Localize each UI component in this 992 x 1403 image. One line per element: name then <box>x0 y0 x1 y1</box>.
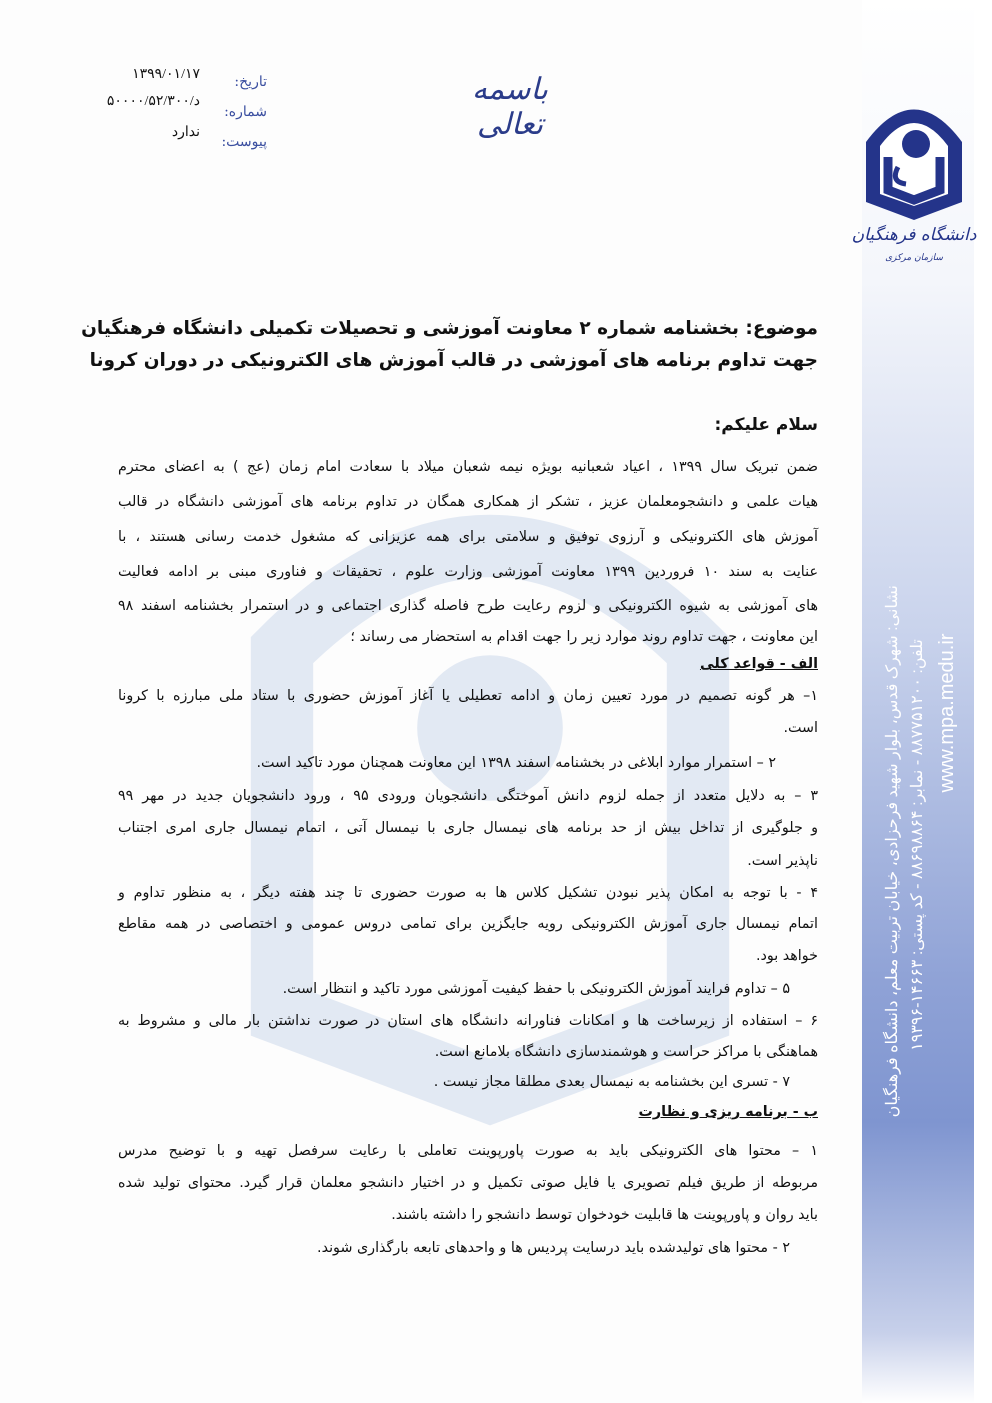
rule-line: ناپذیر است. <box>747 853 818 869</box>
sidebar-address: نشانی: شهرک قدس، بلوار شهید فرحزادی، خیابان تربیت معلم، دانشگاه فرهنگیان <box>884 585 901 1118</box>
body-line: این معاونت ، جهت تداوم روند موارد زیر را جهت اقدام به استحضار می رساند ؛ <box>350 629 818 645</box>
rule-line: اتمام نیمسال جاری آموزش الکترونیکی رویه جایگزین برای تمامی دروس عمومی و اختصاصی در همه مقاطع <box>118 916 818 932</box>
rule-line: ۷ - تسری این بخشنامه به نیمسال بعدی مطلقا مجاز نیست . <box>433 1074 790 1090</box>
date-value: ۱۳۹۹/۰۱/۱۷ <box>132 67 200 82</box>
section-b-heading: ب - برنامه ریزی و نظارت <box>638 1104 818 1120</box>
number-label: شماره: <box>224 104 267 120</box>
body-line: هیات علمی و دانشجومعلمان عزیز ، تشکر از همکاری همگان در تداوم برنامه های آموزشی دانشگاه در قالب <box>118 494 818 510</box>
rule-line: ۲ – استمرار موارد ابلاغی در بخشنامه اسفند ۱۳۹۸ این معاونت همچنان مورد تاکید است. <box>256 755 776 771</box>
body-line: های آموزشی به شیوه الکترونیکی و لزوم رعایت طرح فاصله گذاری اجتماعی و در استمرار بخشنامه اسفند ۹۸ <box>118 598 818 614</box>
subject-line-2: جهت تداوم برنامه های آموزشی در قالب آموزش های الکترونیکی در دوران کرونا <box>89 350 818 371</box>
sidebar-website: www.mpa.medu.ir <box>936 633 958 793</box>
body-line: ضمن تبریک سال ۱۳۹۹ ، اعیاد شعبانیه بویژه نیمه شعبان میلاد با سعادت امام زمان (عج ) به اعضای محترم <box>118 459 818 475</box>
page-edge <box>974 0 992 1403</box>
date-label: تاریخ: <box>234 74 267 90</box>
subject-line-1: موضوع: بخشنامه شماره ۲ معاونت آموزشی و تحصیلات تکمیلی دانشگاه فرهنگیان <box>81 318 818 339</box>
section-a-heading: الف - قواعد کلی <box>699 656 818 672</box>
rule-line: ۱– هر گونه تصمیم در مورد تعیین زمان و ادامه تعطیلی یا آغاز آموزش حضوری با ستاد ملی مبارزه با کرونا <box>118 688 818 704</box>
plan-line: باید روان و پاورپوینت ها قابلیت خودخوان توسط دانشجو را داشته باشند. <box>391 1207 818 1223</box>
body-line: آموزش های الکترونیکی و آرزوی توفیق و سلامتی برای همه عزیزانی که مشغول خدمت رسانی هستند ، با <box>118 529 818 545</box>
rule-line: ۵ – تداوم فرایند آموزش الکترونیکی با حفظ کیفیت آموزشی مورد تاکید و انتظار است. <box>282 981 790 997</box>
rule-line: و جلوگیری از تداخل بیش از حد برنامه های نیمسال جاری با نیمسال آتی ، اتمام نیمسال جاری امری اجتناب <box>118 820 818 836</box>
plan-line: مربوطه از طریق فیلم تصویری یا فایل صوتی تکمیل و در اختیار دانشجو معلمان قرار گیرد. محتوای تولید شده <box>118 1175 818 1191</box>
logo-wordmark: دانشگاه فرهنگیان <box>851 225 977 245</box>
body-line: عنایت به سند ۱۰ فروردین ۱۳۹۹ معاونت آموزشی وزارت علوم ، تحقیقات و فناوری مبنی بر ادامه فعالیت <box>118 564 818 580</box>
sidebar-contact: تلفن: ۸۸۷۷۵۱۲۰۰ - نمابر: ۸۸۶۹۸۸۶۴ - کد پستی: ۱۴۶۶۳-۱۹۳۹۶ <box>909 639 926 1051</box>
rule-line: ۶ – استفاده از زیرساخت ها و امکانات فناورانه دانشگاه های استان در صورت نداشتن بار مالی و مشروط به <box>118 1013 818 1029</box>
attachment-value: ندارد <box>171 125 200 140</box>
greeting: سلام علیکم: <box>714 415 818 435</box>
rule-line: ۳ – به دلایل متعدد از جمله لزوم دانش آموختگی دانشجویان ورودی ۹۵ ، ورود دانشجویان جدید در مهر ۹۹ <box>118 788 819 804</box>
logo-subtitle: سازمان مرکزی <box>885 253 943 263</box>
rule-line: هماهنگی با مراکز حراست و هوشمندسازی دانشگاه بلامانع است. <box>434 1044 818 1060</box>
invocation-heading: باسمه تعالی <box>471 72 549 142</box>
attachment-label: پیوست: <box>221 134 267 150</box>
rule-line: است. <box>783 720 818 736</box>
plan-line: ۲ - محتوا های تولیدشده باید درسایت پردیس ها و واحدهای تابعه بارگذاری شوند. <box>317 1240 790 1256</box>
plan-line: ۱ – محتوا های الکترونیکی باید به صورت پاورپوینت تعاملی با رعایت سرفصل تهیه و با توضیح مدرس <box>118 1143 818 1159</box>
rule-line: ۴ - با توجه به امکان پذیر نبودن تشکیل کلاس ها به صورت حضوری تا چند هفته دیگر ، به منظور تداوم و <box>118 885 818 901</box>
rule-line: خواهد بود. <box>755 948 818 964</box>
university-logo <box>851 72 977 272</box>
number-value: د/۵۰۰۰۰/۵۲/۳۰۰ <box>106 94 200 109</box>
